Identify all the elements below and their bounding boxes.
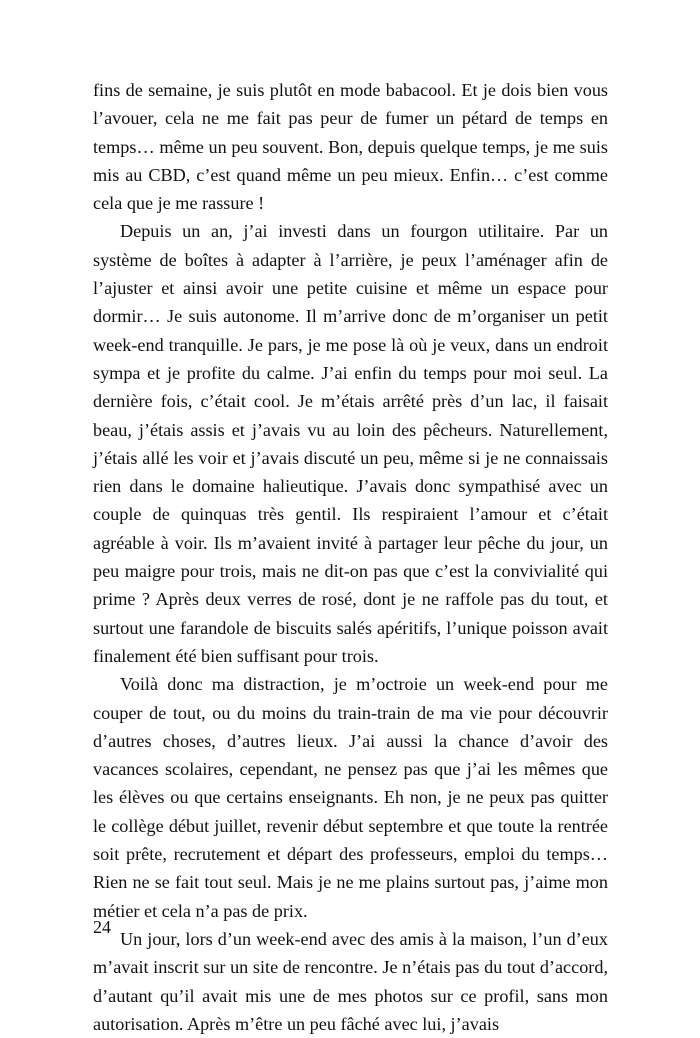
paragraph: Un jour, lors d’un week-end avec des amis à la maison, l’un d’eux m’avait inscrit sur un site de rencontre. Je n’étais pas du tout d’accord, d’autant qu’il avait mis une de mes photos sur ce profil, sans mon autorisation. Après m’être un peu fâché avec lui, j’avais	[93, 928, 608, 1034]
body-text	[93, 76, 608, 1038]
paragraph: Voilà donc ma distraction, je m’octroie un week-end pour me couper de tout, ou du moins du train-train de ma vie pour découvrir d’autres choses, d’autres lieux. J’ai aussi la chance d’avoir des vacances scolaires, cependant, ne pensez pas que j’ai les mêmes que les élèves ou que certains enseignants. Eh non, je ne peux pas quitter le collège début juillet, revenir début septembre et que toute la rentrée soit prête, recrutement et départ des professeurs, emploi du temps… Rien ne se fait tout seul. Mais je ne me plains surtout pas, j’aime mon métier et cela n’a pas de prix.	[93, 674, 608, 921]
paragraph: Depuis un an, j’ai investi dans un fourgon utilitaire. Par un système de boîtes à adapter à l’arrière, je peux l’aménager afin de l’ajuster et ainsi avoir une petite cuisine et même un espace pour dormir… Je suis autonome. Il m’arrive donc de m’organiser un petit week-end tranquille. Je pars, je me pose là où je veux, dans un endroit sympa et je profite du calme. J’ai enfin du temps pour moi seul. La dernière fois, c’était cool. Je m’étais arrêté près d’un lac, il faisait beau, j’étais assis et j’avais vu au loin des pêcheurs. Naturellement, j’étais allé les voir et j’avais discuté un peu, même si je ne connaissais rien dans le domaine halieutique. J’avais donc sympathisé avec un couple de quinquas très gentil. Ils respiraient l’amour et c’était agréable à voir. Ils m’avaient invité à partager leur pêche du jour, un peu maigre pour trois, mais ne dit-on pas que c’est la convivialité qui prime ? Après deux verres de rosé, dont je ne raffole pas du tout, et surtout une farandole de biscuits salés apéritifs, l’unique poisson avait finalement été bien suffisant pour trois.	[93, 221, 608, 666]
paragraph: fins de semaine, je suis plutôt en mode babacool. Et je dois bien vous l’avouer, cela ne me fait pas peur de fumer un pétard de temps en temps… même un peu souvent. Bon, depuis quelque temps, je me suis mis au CBD, c’est quand même un peu mieux. Enfin… c’est comme cela que je me rassure !	[93, 80, 608, 214]
page-number: 24	[93, 917, 111, 937]
